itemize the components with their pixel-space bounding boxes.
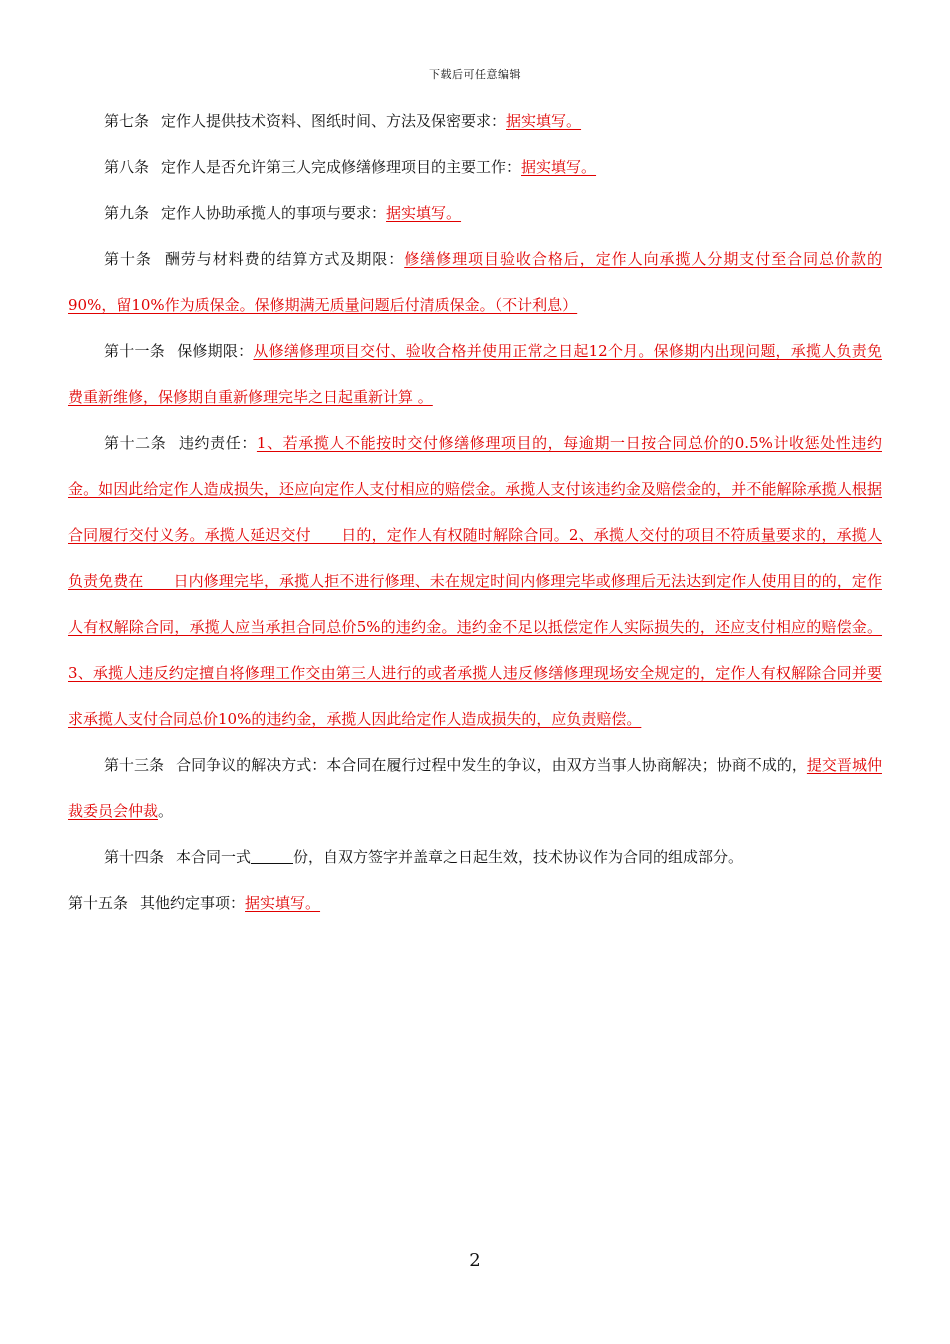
article-text: 其他约定事项： (140, 894, 246, 912)
filled-text: 据实填写。 (506, 112, 582, 130)
article-label: 第十二条 (104, 434, 167, 452)
filled-text: 1、若承揽人不能按时交付修缮修理项目的，每逾期一日按合同总价的0.5%计收惩处性违约金。如因此给定作人造成损失，还应向定作人支付相应的赔偿金。承揽人支付该违约金及赔偿金的，并不能解除承揽人根据合同履行交付义务。承揽人延迟交付 日的，定作人有权随时解除合同。2、承揽人交付的项目不符质量要求的，承揽人负责免费在 日内修理完毕，承揽人拒不进行修理、未在规定时间内修理完毕或修理后无法达到定作人使用目的的，定作人有权解除合同，承揽人应当承担合同总价5%的违约金。违约金不足以抵偿定作人实际损失的，还应支付相应的赔偿金。3、承揽人违反约定擅自将修理工作交由第三人进行的或者承揽人违反修缮修理现场安全规定的，定作人有权解除合同并要求承揽人支付合同总价10%的违约金，承揽人因此给定作人造成损失的，应负责赔偿。 (68, 434, 882, 728)
article-13: 第十三条 合同争议的解决方式：本合同在履行过程中发生的争议，由双方当事人协商解决；协商不成的，提交晋城仲裁委员会仲裁。 (68, 756, 882, 820)
article-label: 第十三条 (104, 756, 165, 774)
filled-text: 据实填写。 (386, 204, 462, 222)
article-8 (68, 144, 882, 190)
article-11 (68, 328, 882, 420)
article-label: 第十五条 (68, 894, 129, 912)
article-7 (68, 98, 882, 144)
article-label: 第十条 (104, 250, 152, 268)
article-label: 第八条 (104, 158, 150, 176)
article-label: 第十一条 (104, 342, 165, 360)
copies-blank (251, 848, 293, 864)
page-number: 2 (469, 1250, 481, 1271)
article-text: 定作人提供技术资料、图纸时间、方法及保密要求： (161, 112, 507, 130)
article-text: 合同争议的解决方式：本合同在履行过程中发生的争议，由双方当事人协商解决；协商不成的， (176, 756, 807, 774)
article-12 (68, 420, 882, 742)
filled-text: 从修缮修理项目交付、验收合格并使用正常之日起12个月。保修期内出现问题，承揽人负责免费重新维修，保修期自重新修理完毕之日起重新计算 。 (68, 342, 882, 406)
article-label: 第十四条 (104, 848, 165, 866)
article-text-after: 份，自双方签字并盖章之日起生效，技术协议作为合同的组成部分。 (293, 848, 744, 866)
article-label: 第九条 (104, 204, 150, 222)
article-text: 酬劳与材料费的结算方式及期限： (163, 250, 405, 268)
page-header: 下载后可任意编辑 (429, 68, 521, 81)
article-label: 第七条 (104, 112, 150, 130)
article-text: 违约责任： (178, 434, 257, 452)
article-9 (68, 190, 882, 236)
article-text-before: 本合同一式 (176, 848, 252, 866)
article-text: 保修期限： (176, 342, 254, 360)
article-10 (68, 236, 882, 328)
filled-text: 提交晋城仲裁委员会仲裁 (68, 756, 882, 820)
article-15 (68, 880, 882, 926)
article-14 (68, 834, 882, 880)
filled-text: 据实填写。 (521, 158, 597, 176)
article-text: 定作人协助承揽人的事项与要求： (161, 204, 387, 222)
contract-body (68, 98, 882, 926)
filled-text: 据实填写。 (245, 894, 321, 912)
article-text: 定作人是否允许第三人完成修缮修理项目的主要工作： (161, 158, 522, 176)
filled-text: 修缮修理项目验收合格后，定作人向承揽人分期支付至合同总价款的90%，留10%作为质保金。保修期满无质量问题后付清质保金。（不计利息） (68, 250, 882, 314)
